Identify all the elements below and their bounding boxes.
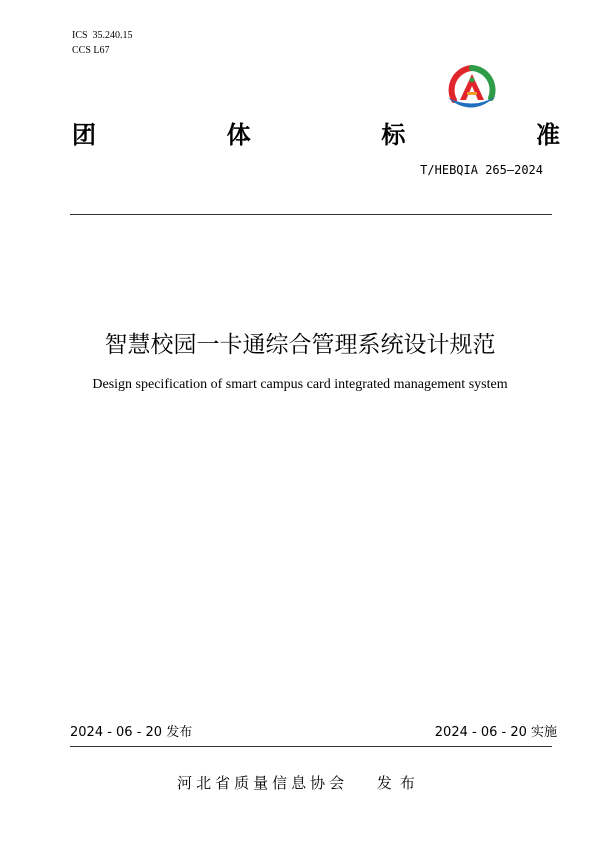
document-title-en: Design specification of smart campus card integrated management system (92, 377, 508, 392)
standard-type-heading (72, 116, 560, 148)
standard-number: T/HEBQIA 265—2024 (420, 163, 543, 177)
logo-dot-green (470, 78, 475, 83)
bottom-divider (70, 746, 552, 747)
standard-type-char: 标 (381, 120, 406, 149)
top-divider (70, 214, 552, 215)
publish-label: 发布 (376, 774, 423, 792)
standard-type-char: 体 (226, 120, 251, 149)
association-logo-icon (444, 62, 500, 116)
standard-type-char: 准 (535, 120, 560, 149)
publisher-line (0, 772, 600, 793)
implementation-date: 2024 - 06 - 20 实施 (434, 725, 557, 740)
ccs-code: CCS L67 (72, 45, 110, 56)
ics-code: ICS 35.240.15 (72, 30, 133, 41)
standard-type-char: 团 (72, 120, 96, 149)
publisher-name: 河北省质量信息协会 (177, 774, 349, 792)
issue-date: 2024 - 06 - 20 发布 (70, 725, 193, 740)
logo-bar-orange (467, 92, 477, 95)
document-title-zh: 智慧校园一卡通综合管理系统设计规范 (104, 332, 496, 358)
